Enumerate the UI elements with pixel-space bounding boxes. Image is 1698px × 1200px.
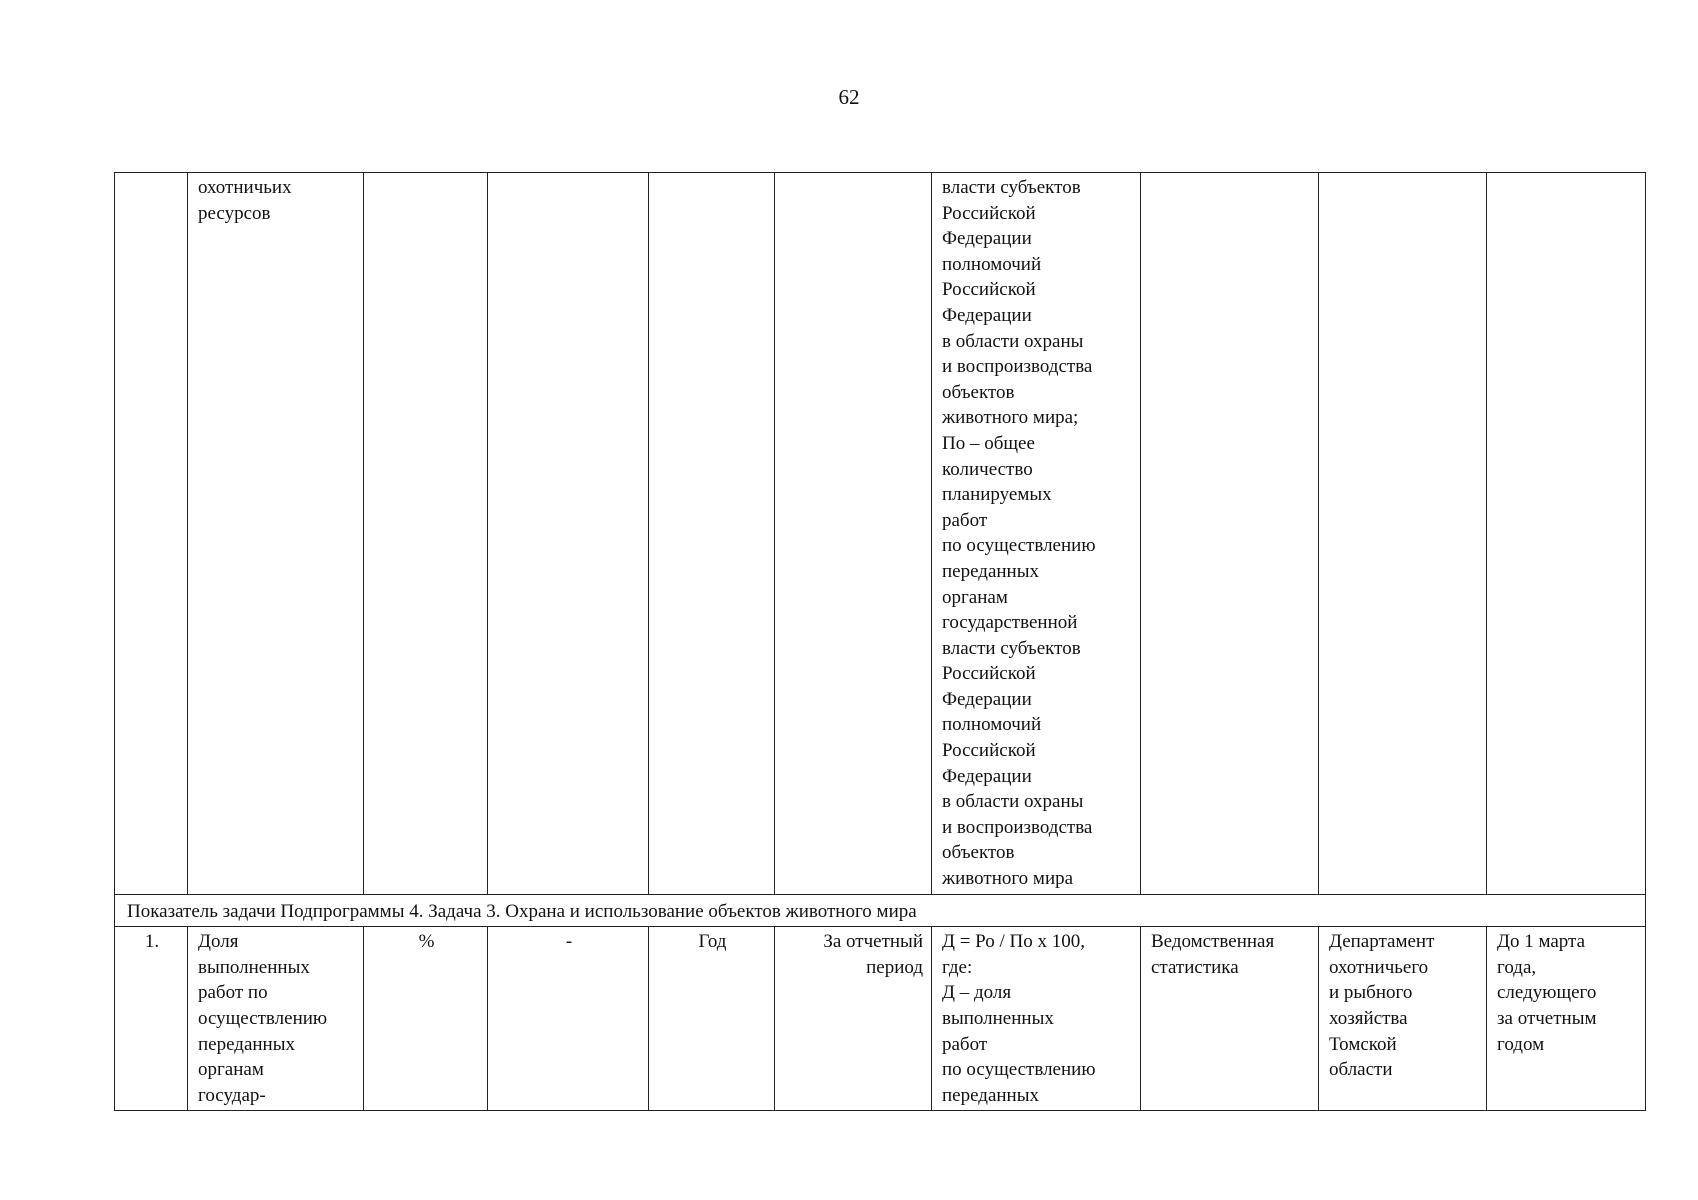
cell-formula: власти субъектов Российской Федерации полномочий Российской Федерации в области охраны и воспроизводства объектов животного мира; По – общее количество планируемых работ по осуществлению переданных органам государственной власти субъектов Российской Федерации полномочий Российской Федерации в области охраны и воспроизводства объектов животного мира [932,173,1141,895]
cell-deadline: До 1 марта года, следующего за отчетным годом [1487,927,1646,1111]
cell-deadline [1487,173,1646,895]
cell-dash: - [488,927,649,1111]
table-row-continued [115,173,1646,895]
indicators-table [114,172,1646,1111]
cell-time-type [775,173,932,895]
cell-unit [364,173,488,895]
cell-number: 1. [115,927,188,1111]
cell-source: Ведомственная статистика [1141,927,1319,1111]
cell-source [1141,173,1319,895]
cell-unit: % [364,927,488,1111]
cell-number [115,173,188,895]
table-row-indicator [115,927,1646,1111]
table-section-row [115,894,1646,927]
cell-dash [488,173,649,895]
section-title: Показатель задачи Подпрограммы 4. Задача 3. Охрана и использование объектов животного мира [115,894,1646,927]
cell-responsible [1319,173,1487,895]
cell-responsible: Департамент охотничьего и рыбного хозяйства Томской области [1319,927,1487,1111]
cell-indicator-name: Доля выполненных работ по осуществлению переданных органам государ- [188,927,364,1111]
cell-formula: Д = Ро / По х 100, где: Д – доля выполненных работ по осуществлению переданных [932,927,1141,1111]
cell-time-type: За отчетный период [775,927,932,1111]
cell-indicator-name: охотничьих ресурсов [188,173,364,895]
cell-periodicity [649,173,775,895]
page-number: 62 [838,85,860,109]
cell-periodicity: Год [649,927,775,1111]
